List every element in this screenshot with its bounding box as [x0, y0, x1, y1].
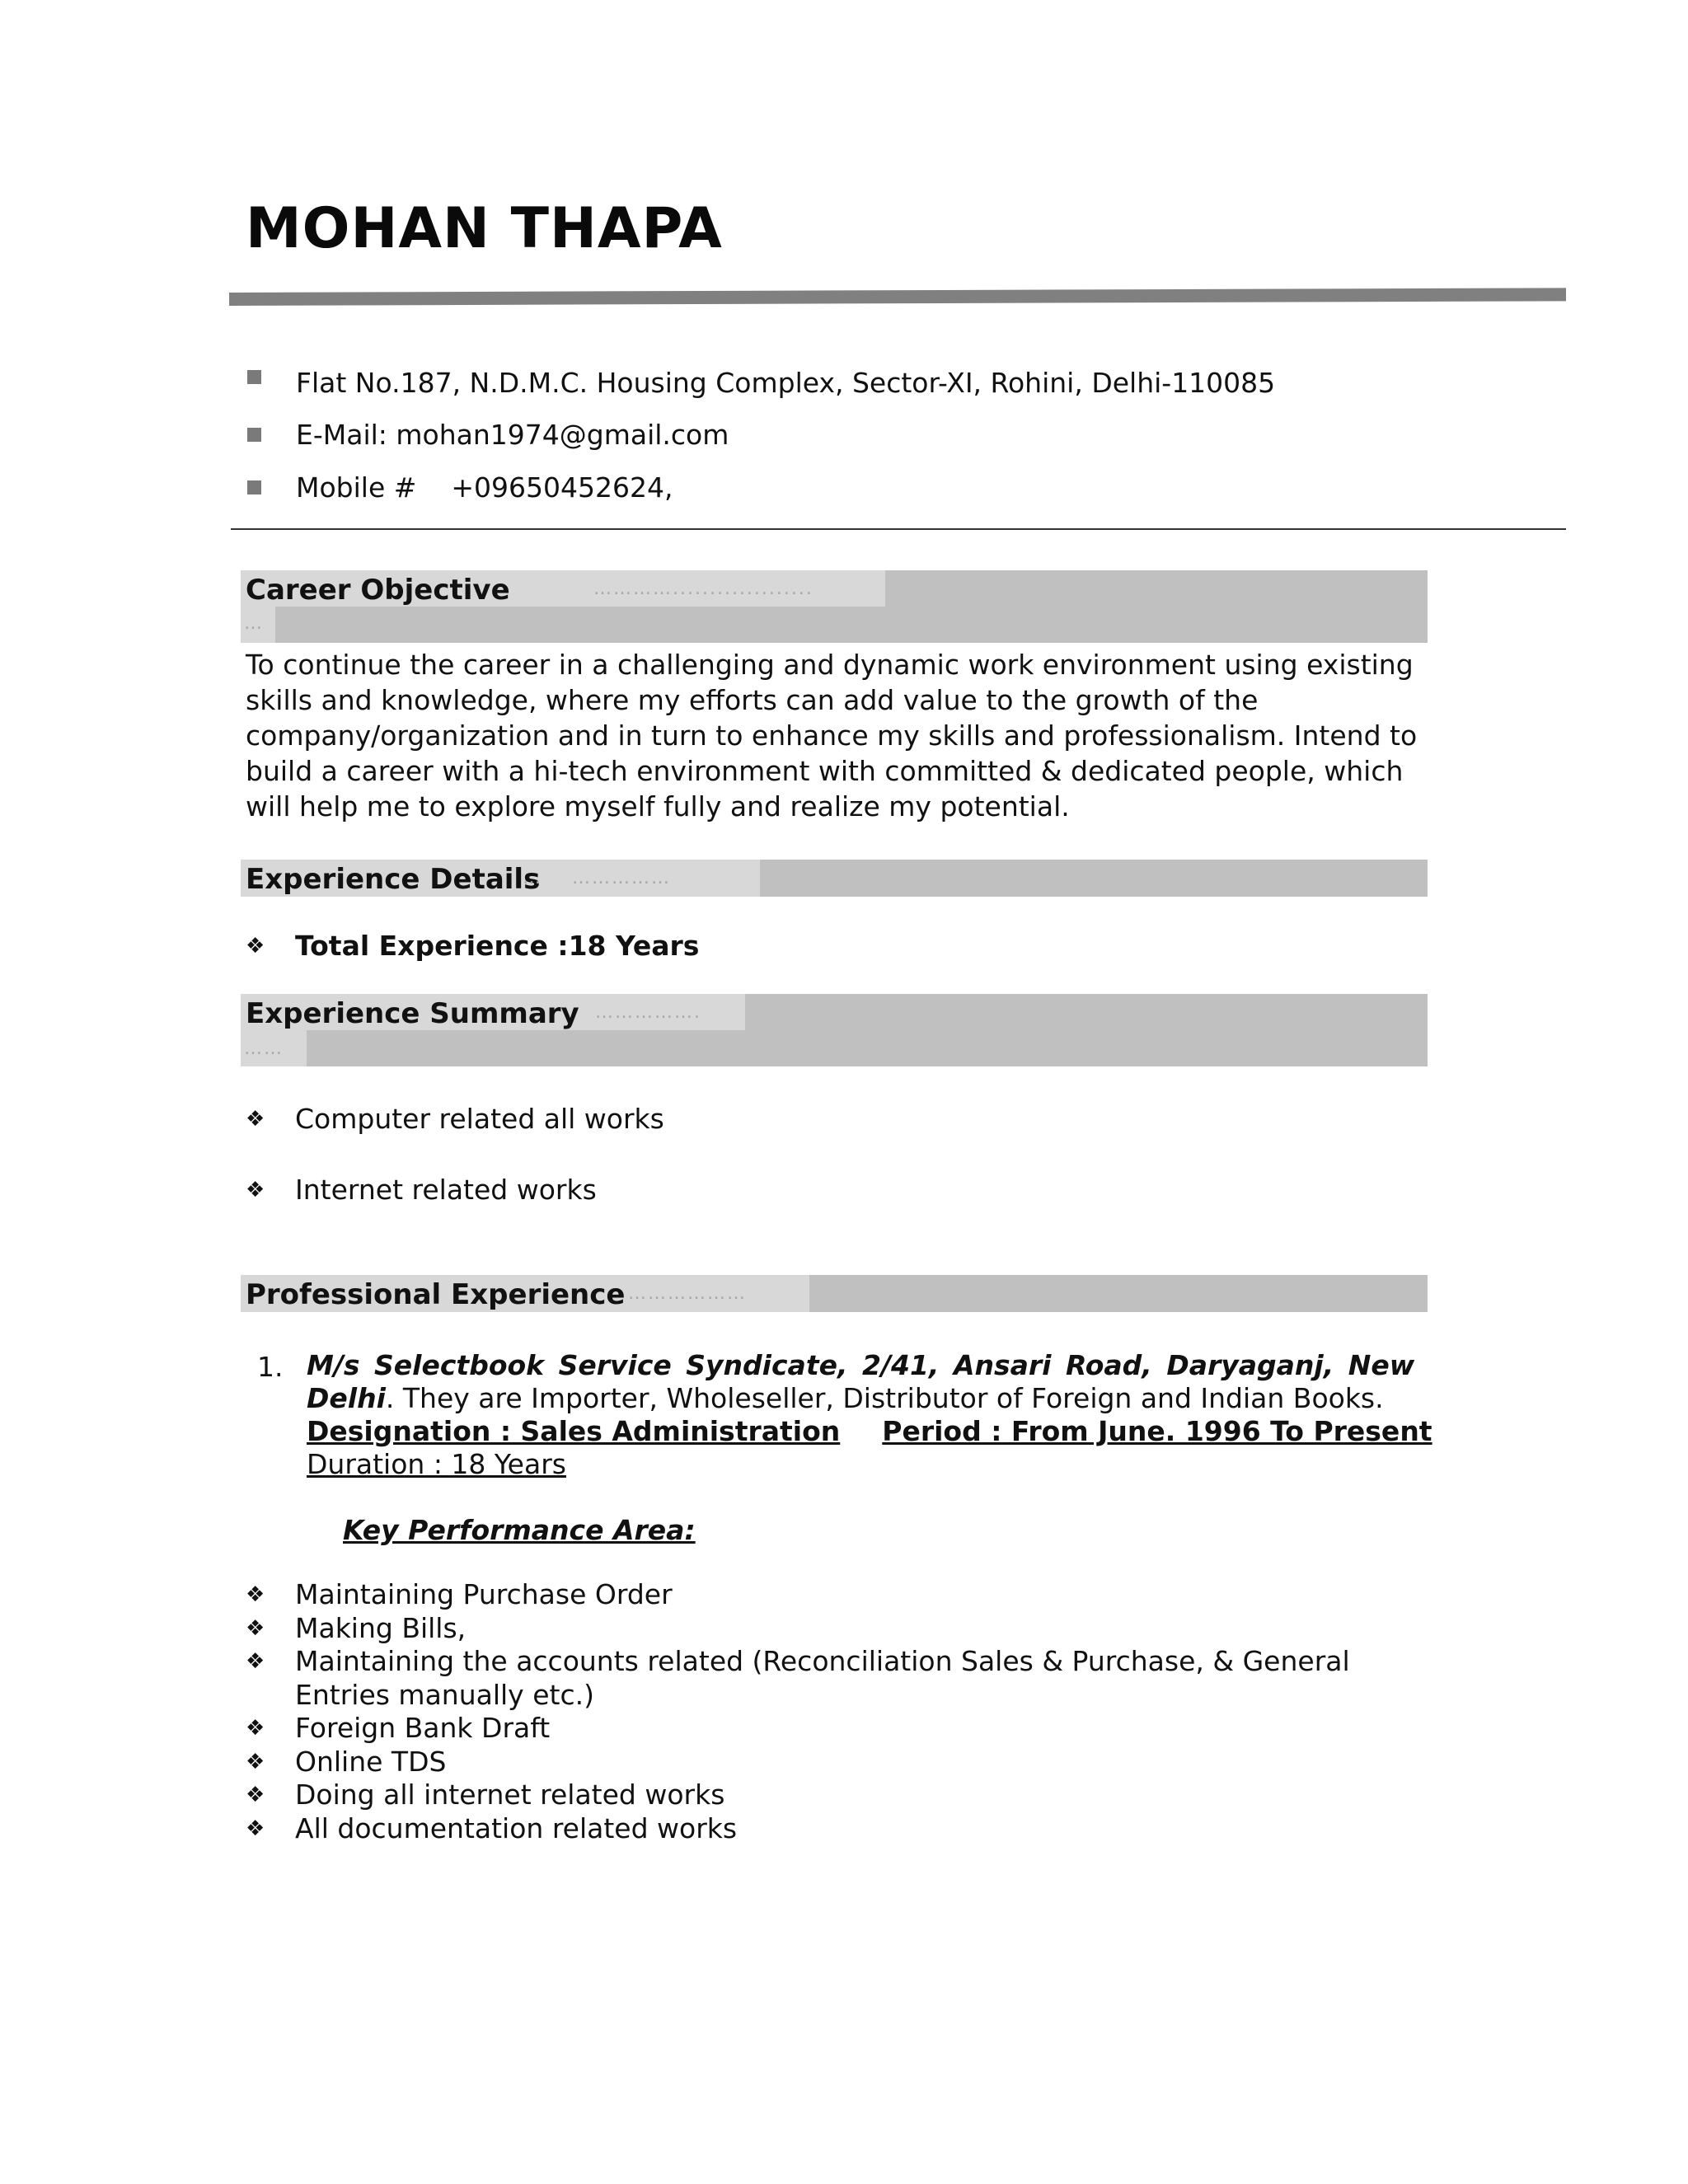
section-title: Experience Details — [246, 863, 541, 896]
experience-entry — [307, 1349, 1432, 1481]
kpa-item: ❖ Foreign Bank Draft — [246, 1712, 551, 1744]
career-objective-header — [241, 570, 1428, 643]
header-divider — [229, 288, 1566, 306]
section-title: Professional Experience — [246, 1278, 626, 1311]
contact-email — [247, 419, 729, 451]
section-dots: ……………. — [595, 1002, 701, 1023]
square-bullet-icon — [247, 428, 261, 442]
address-text: Flat No.187, N.D.M.C. Housing Complex, Sector-XI, Rohini, Delhi-110085 — [296, 367, 1276, 399]
square-bullet-icon — [247, 370, 261, 384]
section-dots: … …………… — [523, 868, 671, 888]
square-bullet-icon — [247, 480, 261, 494]
diamond-bullet-icon: ❖ — [246, 1816, 265, 1841]
diamond-bullet-icon: ❖ — [246, 933, 265, 958]
kpa-item: ❖ Doing all internet related works — [246, 1779, 725, 1811]
designation: Designation : Sales Administration — [307, 1415, 841, 1447]
summary-item: ❖ Internet related works — [246, 1174, 597, 1206]
total-experience: ❖ Total Experience :18 Years — [246, 930, 700, 962]
kpa-item: ❖ All documentation related works — [246, 1811, 738, 1844]
mobile-text: Mobile # +09650452624, — [296, 471, 673, 504]
diamond-bullet-icon: ❖ — [246, 1177, 265, 1202]
kpa-item: ❖ Making Bills, — [246, 1611, 467, 1644]
diamond-bullet-icon: ❖ — [246, 1106, 265, 1132]
kpa-list — [246, 1578, 1400, 1845]
section-dots: …………................... — [593, 579, 814, 599]
kpa-item: ❖ Maintaining Purchase Order — [246, 1578, 673, 1610]
diamond-bullet-icon: ❖ — [246, 1582, 265, 1607]
experience-details-header — [241, 860, 1428, 897]
professional-experience-header — [241, 1275, 1428, 1312]
period: Period : From June. 1996 To Present — [882, 1415, 1432, 1447]
career-objective-text: To continue the career in a challenging and dynamic work environment using existing skills and knowledge, where my efforts can add value to the growth of the company/organization and in turn to enhance my skills and professionalism. Intend to build a career with a hi-tech environment with committed & dedicated people, which will help me to explore myself fully and realize my potential. — [246, 649, 1418, 823]
contact-address — [247, 367, 1275, 399]
company-description: . They are Importer, Wholeseller, Distributor of Foreign and Indian Books. — [385, 1382, 1384, 1414]
diamond-bullet-icon: ❖ — [246, 1749, 265, 1774]
diamond-bullet-icon: ❖ — [246, 1716, 265, 1741]
section-title: Career Objective — [246, 574, 510, 607]
diamond-bullet-icon: ❖ — [246, 1649, 265, 1674]
email-text: E-Mail: mohan1974@gmail.com — [296, 419, 729, 451]
duration: Duration : 18 Years — [307, 1448, 566, 1480]
kpa-item: ❖ Maintaining the accounts related (Reconciliation Sales & Purchase, & General Entries manually etc.) — [246, 1645, 1350, 1711]
contact-divider — [231, 528, 1566, 530]
kpa-title: Key Performance Area: — [343, 1514, 696, 1546]
section-dots: …… — [244, 1038, 284, 1059]
section-dots: ……………… — [628, 1283, 747, 1304]
diamond-bullet-icon: ❖ — [246, 1615, 265, 1641]
company-name: M/s Selectbook Service Syndicate, 2/41, Ansari Road, Daryaganj, New Delhi — [307, 1349, 1415, 1414]
entry-number: 1. — [257, 1351, 284, 1383]
section-dots: … — [244, 613, 264, 634]
diamond-bullet-icon: ❖ — [246, 1783, 265, 1807]
experience-summary-header — [241, 994, 1428, 1066]
kpa-item: ❖ Online TDS — [246, 1745, 447, 1778]
contact-mobile — [247, 471, 673, 504]
candidate-name: MOHAN THAPA — [246, 196, 723, 261]
section-title: Experience Summary — [246, 997, 579, 1030]
summary-item: ❖ Computer related all works — [246, 1103, 664, 1135]
